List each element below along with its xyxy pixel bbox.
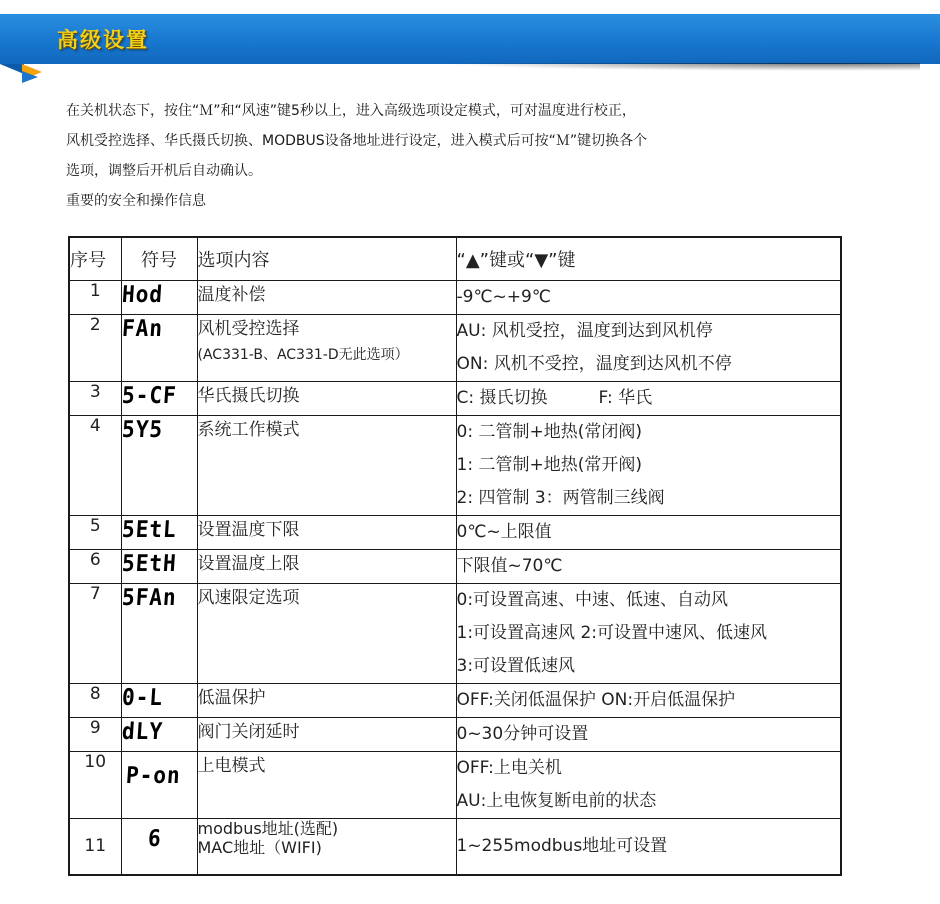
option-value: OFF:上电关机 xyxy=(456,758,562,778)
option-value: 2: 四管制 3：两管制三线阀 xyxy=(456,488,665,508)
lcd-symbol: 5EtH xyxy=(120,551,177,577)
table-row xyxy=(69,584,841,684)
table-row xyxy=(69,550,841,584)
option-value: ON: 风机不受控，温度到达风机不停 xyxy=(456,354,732,374)
lcd-symbol: 5Y5 xyxy=(120,417,164,443)
table-header-row xyxy=(69,237,841,281)
lcd-symbol: 6 xyxy=(146,826,163,852)
table-row xyxy=(69,516,841,550)
row-seq: 6 xyxy=(69,550,121,584)
lcd-symbol: FAn xyxy=(120,316,164,342)
banner-fold-decoration xyxy=(0,64,24,74)
lcd-symbol: 5FAn xyxy=(120,585,177,611)
header-keys: “▲”键或“▼”键 xyxy=(456,237,841,281)
option-label: 阀门关闭延时 xyxy=(197,722,300,742)
option-label: 低温保护 xyxy=(197,688,266,708)
intro-line: 风机受控选择、华氏摄氏切换、MODBUS设备地址进行设定，进入模式后可按“Ｍ”键切换各个 xyxy=(66,133,648,149)
header-banner xyxy=(0,14,940,64)
row-seq: 3 xyxy=(69,382,121,416)
option-value: 0:可设置高速、中速、低速、自动风 xyxy=(456,590,729,610)
table-row xyxy=(69,416,841,516)
intro-line: 选项，调整后开机后自动确认。 xyxy=(66,163,262,179)
header-option: 选项内容 xyxy=(197,237,456,281)
option-label: 设置温度上限 xyxy=(197,554,300,574)
option-label: 上电模式 xyxy=(197,756,266,776)
blue-arrow-icon xyxy=(22,71,38,83)
header-symbol: 符号 xyxy=(121,237,197,281)
row-seq: 4 xyxy=(69,416,121,516)
option-label: MAC地址（WIFI) xyxy=(197,838,322,857)
option-label: 风速限定选项 xyxy=(197,588,300,608)
option-value: 0℃~上限值 xyxy=(456,522,552,542)
option-label: 华氏摄氏切换 xyxy=(197,386,300,406)
option-value: 0~30分钟可设置 xyxy=(456,724,589,744)
lcd-symbol: 5-CF xyxy=(120,383,177,409)
row-seq: 11 xyxy=(69,819,121,875)
row-seq: 5 xyxy=(69,516,121,550)
option-label: modbus地址(选配) xyxy=(197,819,339,838)
safety-heading: 重要的安全和操作信息 xyxy=(66,193,206,209)
option-value: 0: 二管制+地热(常闭阀) xyxy=(456,422,642,442)
settings-table xyxy=(68,236,842,876)
lcd-symbol: Hod xyxy=(120,282,164,308)
table-row xyxy=(69,382,841,416)
lcd-symbol: P-on xyxy=(124,763,181,789)
option-label: 风机受控选择 xyxy=(197,319,300,339)
row-seq: 10 xyxy=(69,752,121,819)
option-value: OFF:关闭低温保护 ON:开启低温保护 xyxy=(456,690,736,710)
header-seq: 序号 xyxy=(69,237,121,281)
option-label: 设置温度下限 xyxy=(197,520,300,540)
option-value: 1: 二管制+地热(常开阀) xyxy=(456,455,642,475)
row-seq: 9 xyxy=(69,718,121,752)
option-label: 温度补偿 xyxy=(197,285,266,305)
option-value: 3:可设置低速风 xyxy=(456,656,576,676)
table-row xyxy=(69,315,841,382)
option-note: (AC331-B、AC331-D无此选项） xyxy=(197,347,409,363)
option-value: AU:上电恢复断电前的状态 xyxy=(456,791,657,811)
row-seq: 8 xyxy=(69,684,121,718)
option-label: 系统工作模式 xyxy=(197,420,300,440)
lcd-symbol: 0-L xyxy=(120,685,164,711)
table-row xyxy=(69,281,841,315)
lcd-symbol: dLY xyxy=(120,719,164,745)
option-value: 下限值~70℃ xyxy=(456,556,563,576)
option-value: 1~255modbus地址可设置 xyxy=(456,835,668,856)
intro-text xyxy=(66,96,846,216)
option-value: C: 摄氏切换 F: 华氏 xyxy=(456,388,653,408)
row-seq: 2 xyxy=(69,315,121,382)
table-row xyxy=(69,819,841,875)
table-row xyxy=(69,752,841,819)
row-seq: 7 xyxy=(69,584,121,684)
intro-line: 在关机状态下，按住“Ｍ”和“风速”键5秒以上，进入高级选项设定模式，可对温度进行校正， xyxy=(66,103,636,119)
table-row xyxy=(69,718,841,752)
option-value: -9℃~+9℃ xyxy=(456,287,551,307)
table-row xyxy=(69,684,841,718)
option-value: AU: 风机受控，温度到达到风机停 xyxy=(456,321,713,341)
option-value: 1:可设置高速风 2:可设置中速风、低速风 xyxy=(456,623,767,643)
row-seq: 1 xyxy=(69,281,121,315)
lcd-symbol: 5EtL xyxy=(120,517,177,543)
page-title: 高级设置 xyxy=(57,28,149,52)
